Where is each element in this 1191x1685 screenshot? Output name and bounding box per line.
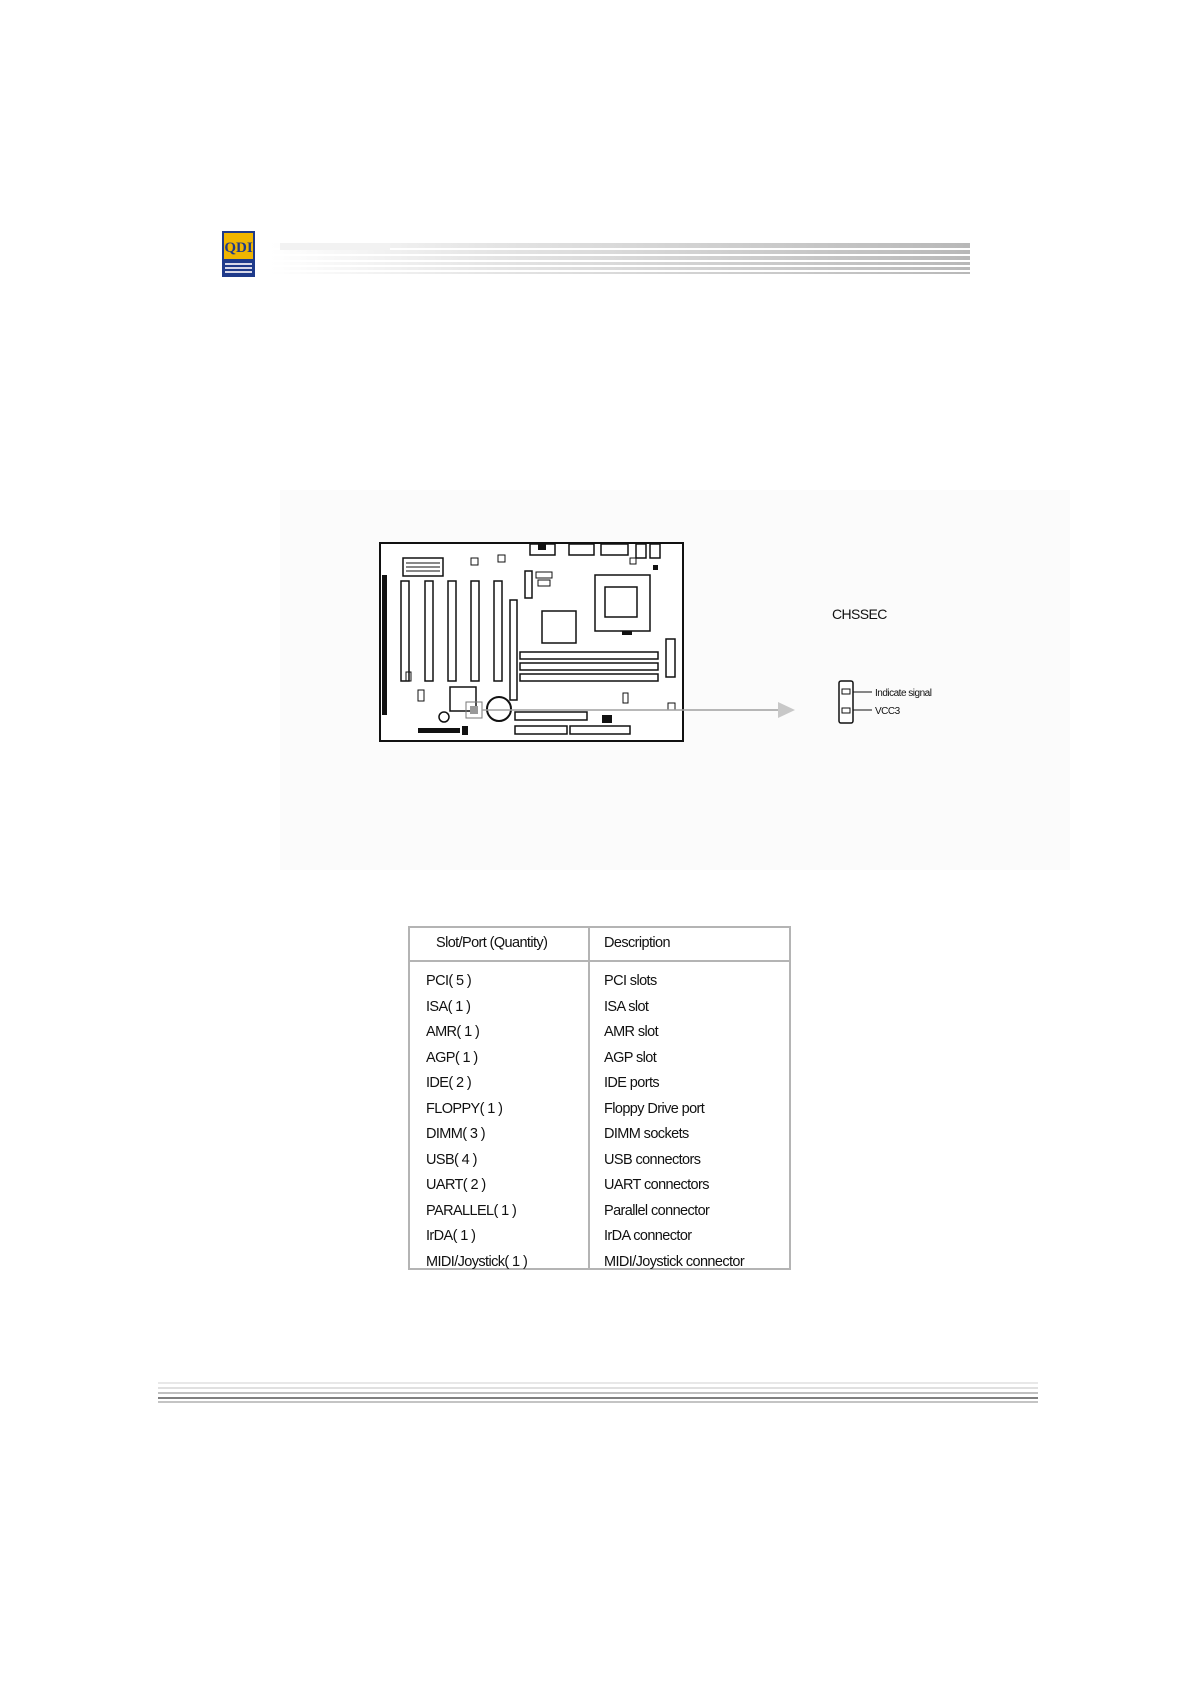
table-cell-slot: IrDA( 1 ) — [426, 1228, 476, 1244]
table-cell-slot: ISA( 1 ) — [426, 998, 471, 1015]
callout-arrowhead — [778, 702, 795, 718]
table-cell-description: UART connectors — [604, 1177, 709, 1193]
chssec-header — [839, 681, 853, 723]
table-header-slot: Slot/Port (Quantity) — [436, 935, 548, 951]
table-cell-description: ISA slot — [604, 998, 649, 1015]
table-cell-description: IrDA connector — [604, 1228, 692, 1244]
table-header-description: Description — [604, 935, 670, 951]
table-cell-slot: IDE( 2 ) — [426, 1075, 472, 1091]
table-cell-slot: FLOPPY( 1 ) — [426, 1100, 503, 1117]
logo-text: QDI — [224, 240, 253, 256]
table-cell-description: Parallel connector — [604, 1202, 710, 1219]
table-cell-slot: AMR( 1 ) — [426, 1024, 480, 1040]
pin-label-indicate-signal: Indicate signal — [875, 688, 932, 699]
chssec-connector-on-board — [470, 706, 478, 714]
table-cell-slot: DIMM( 3 ) — [426, 1126, 486, 1142]
table-cell-description: USB connectors — [604, 1151, 701, 1168]
motherboard-diagram — [370, 535, 970, 755]
table-cell-description: DIMM sockets — [604, 1126, 689, 1142]
pin-label-vcc3: VCC3 — [875, 706, 900, 717]
table-cell-description: MIDI/Joystick connector — [604, 1253, 745, 1270]
table-cell-slot: USB( 4 ) — [426, 1151, 477, 1168]
table-cell-description: AGP slot — [604, 1049, 657, 1066]
chssec-label: CHSSEC — [832, 606, 887, 622]
footer-rules — [158, 1381, 1038, 1405]
table-cell-description: Floppy Drive port — [604, 1100, 705, 1117]
table-header-rule — [410, 960, 789, 962]
table-cell-slot: PARALLEL( 1 ) — [426, 1202, 517, 1219]
header-stripes — [270, 243, 970, 277]
table-cell-description: AMR slot — [604, 1024, 659, 1040]
table-cell-slot: AGP( 1 ) — [426, 1049, 478, 1066]
table-cell-description: PCI slots — [604, 973, 657, 989]
table-cell-slot: MIDI/Joystick( 1 ) — [426, 1253, 528, 1270]
table-cell-description: IDE ports — [604, 1075, 660, 1091]
slot-port-table — [408, 926, 791, 1270]
table-column-divider — [588, 928, 590, 1268]
table-cell-slot: PCI( 5 ) — [426, 973, 472, 989]
qdi-logo — [222, 231, 255, 277]
table-cell-slot: UART( 2 ) — [426, 1177, 486, 1193]
